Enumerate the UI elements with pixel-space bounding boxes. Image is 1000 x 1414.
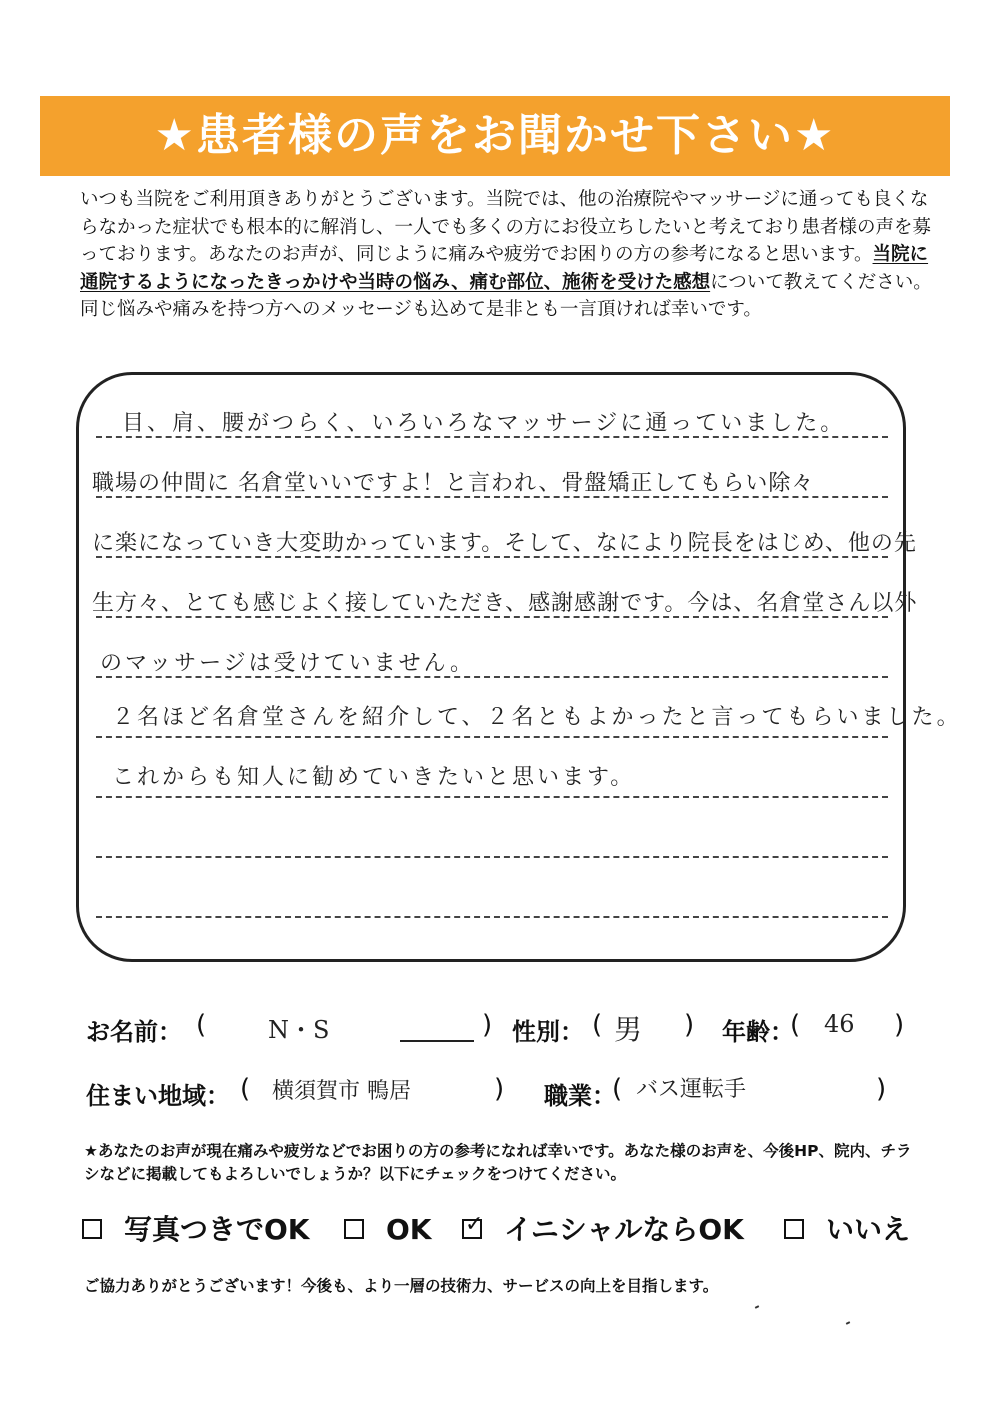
option-label: いいえ <box>826 1213 911 1246</box>
comment-text: これからも知人に勧めていきたいと思います。 <box>112 765 636 790</box>
job-label: 職業： <box>544 1082 616 1110</box>
option-label: OK <box>386 1213 432 1246</box>
consent-options <box>82 1210 942 1250</box>
intro-text-b: について教えてください。同じ悩みや痛みを持つ方へのメッセージも込めて是非とも一言頂ければ幸いです。 <box>80 271 932 320</box>
paren-close: ) <box>482 1010 493 1040</box>
option-label: 写真つきでOK <box>124 1213 310 1246</box>
paren-close: ) <box>684 1010 695 1040</box>
paren-close: ) <box>894 1010 905 1040</box>
paren-open: ( <box>612 1074 623 1104</box>
check-mark-icon: ✓ <box>465 1212 484 1237</box>
paren-close: ) <box>876 1074 887 1104</box>
scan-speck <box>755 1305 759 1309</box>
page-title: ★患者様の声をお聞かせ下さい★ <box>154 110 836 161</box>
thanks-message: ご協力ありがとうございます！今後も、より一層の技術力、サービスの向上を目指します。 <box>84 1277 719 1295</box>
age-value: 46 <box>824 1010 855 1038</box>
comment-text: のマッサージは受けていません。 <box>100 651 476 676</box>
comment-text: ２名ほど名倉堂さんを紹介して、２名ともよかったと言ってもらいました。 <box>112 705 962 730</box>
publication-notice: ★あなたのお声が現在痛みや疲労などでお困りの方の参考になれば幸いです。あなた様のお声を、今後HP、院内、チラシなどに掲載してもよろしいでしょうか？以下にチェックをつけてください。 <box>84 1142 912 1183</box>
name-label: お名前： <box>86 1018 182 1046</box>
area-value: 横須賀市 鴨居 <box>272 1079 411 1104</box>
paren-open: ( <box>790 1010 801 1040</box>
intro-highlight: 当院に通院するようになったきっかけや当時の悩み、痛む部位、施術を受けた感想 <box>80 244 929 293</box>
checkbox-initials-ok[interactable] <box>462 1212 484 1239</box>
name-underline <box>400 1040 474 1042</box>
paren-open: ( <box>240 1074 251 1104</box>
gender-label: 性別： <box>512 1018 584 1046</box>
paren-open: ( <box>592 1010 603 1040</box>
page-title-banner <box>40 96 950 176</box>
intro-text-a: いつも当院をご利用頂きありがとうございます。当院では、他の治療院やマッサージに通っても良くならなかった症状でも根本的に解消し、一人でも多くの方にお役立ちしたいと考えており患者様の声を募っております。あなたのお声が、同じように痛みや疲労でお困りの方の参考になると思います。 <box>80 189 932 265</box>
checkbox-no[interactable] <box>784 1219 804 1239</box>
comment-line <box>96 878 888 918</box>
comment-line <box>96 818 888 858</box>
age-label: 年齢： <box>722 1018 794 1046</box>
paren-close: ) <box>494 1074 505 1104</box>
job-value: バス運転手 <box>636 1077 747 1102</box>
comment-text: 生方々、とても感じよく接していただき、感謝感謝です。今は、名倉堂さん以外 <box>92 591 918 616</box>
paren-open: ( <box>196 1010 207 1040</box>
comment-text: に楽になっていき大変助かっています。そして、なにより院長をはじめ、他の先 <box>92 531 917 556</box>
checkbox-ok[interactable] <box>344 1219 364 1239</box>
scan-speck <box>846 1321 850 1325</box>
comment-text: 目、肩、腰がつらく、いろいろなマッサージに通っていました。 <box>122 411 846 436</box>
intro-paragraph <box>80 186 940 324</box>
checkbox-photo-ok[interactable] <box>82 1219 102 1239</box>
name-value: N・S <box>268 1016 330 1044</box>
gender-value: 男 <box>614 1013 643 1046</box>
option-label: イニシャルならOK <box>504 1213 744 1246</box>
area-label: 住まい地域： <box>86 1082 230 1110</box>
comment-text: 職場の仲間に 名倉堂いいですよ！と言われ、骨盤矯正してもらい除々 <box>92 471 815 496</box>
